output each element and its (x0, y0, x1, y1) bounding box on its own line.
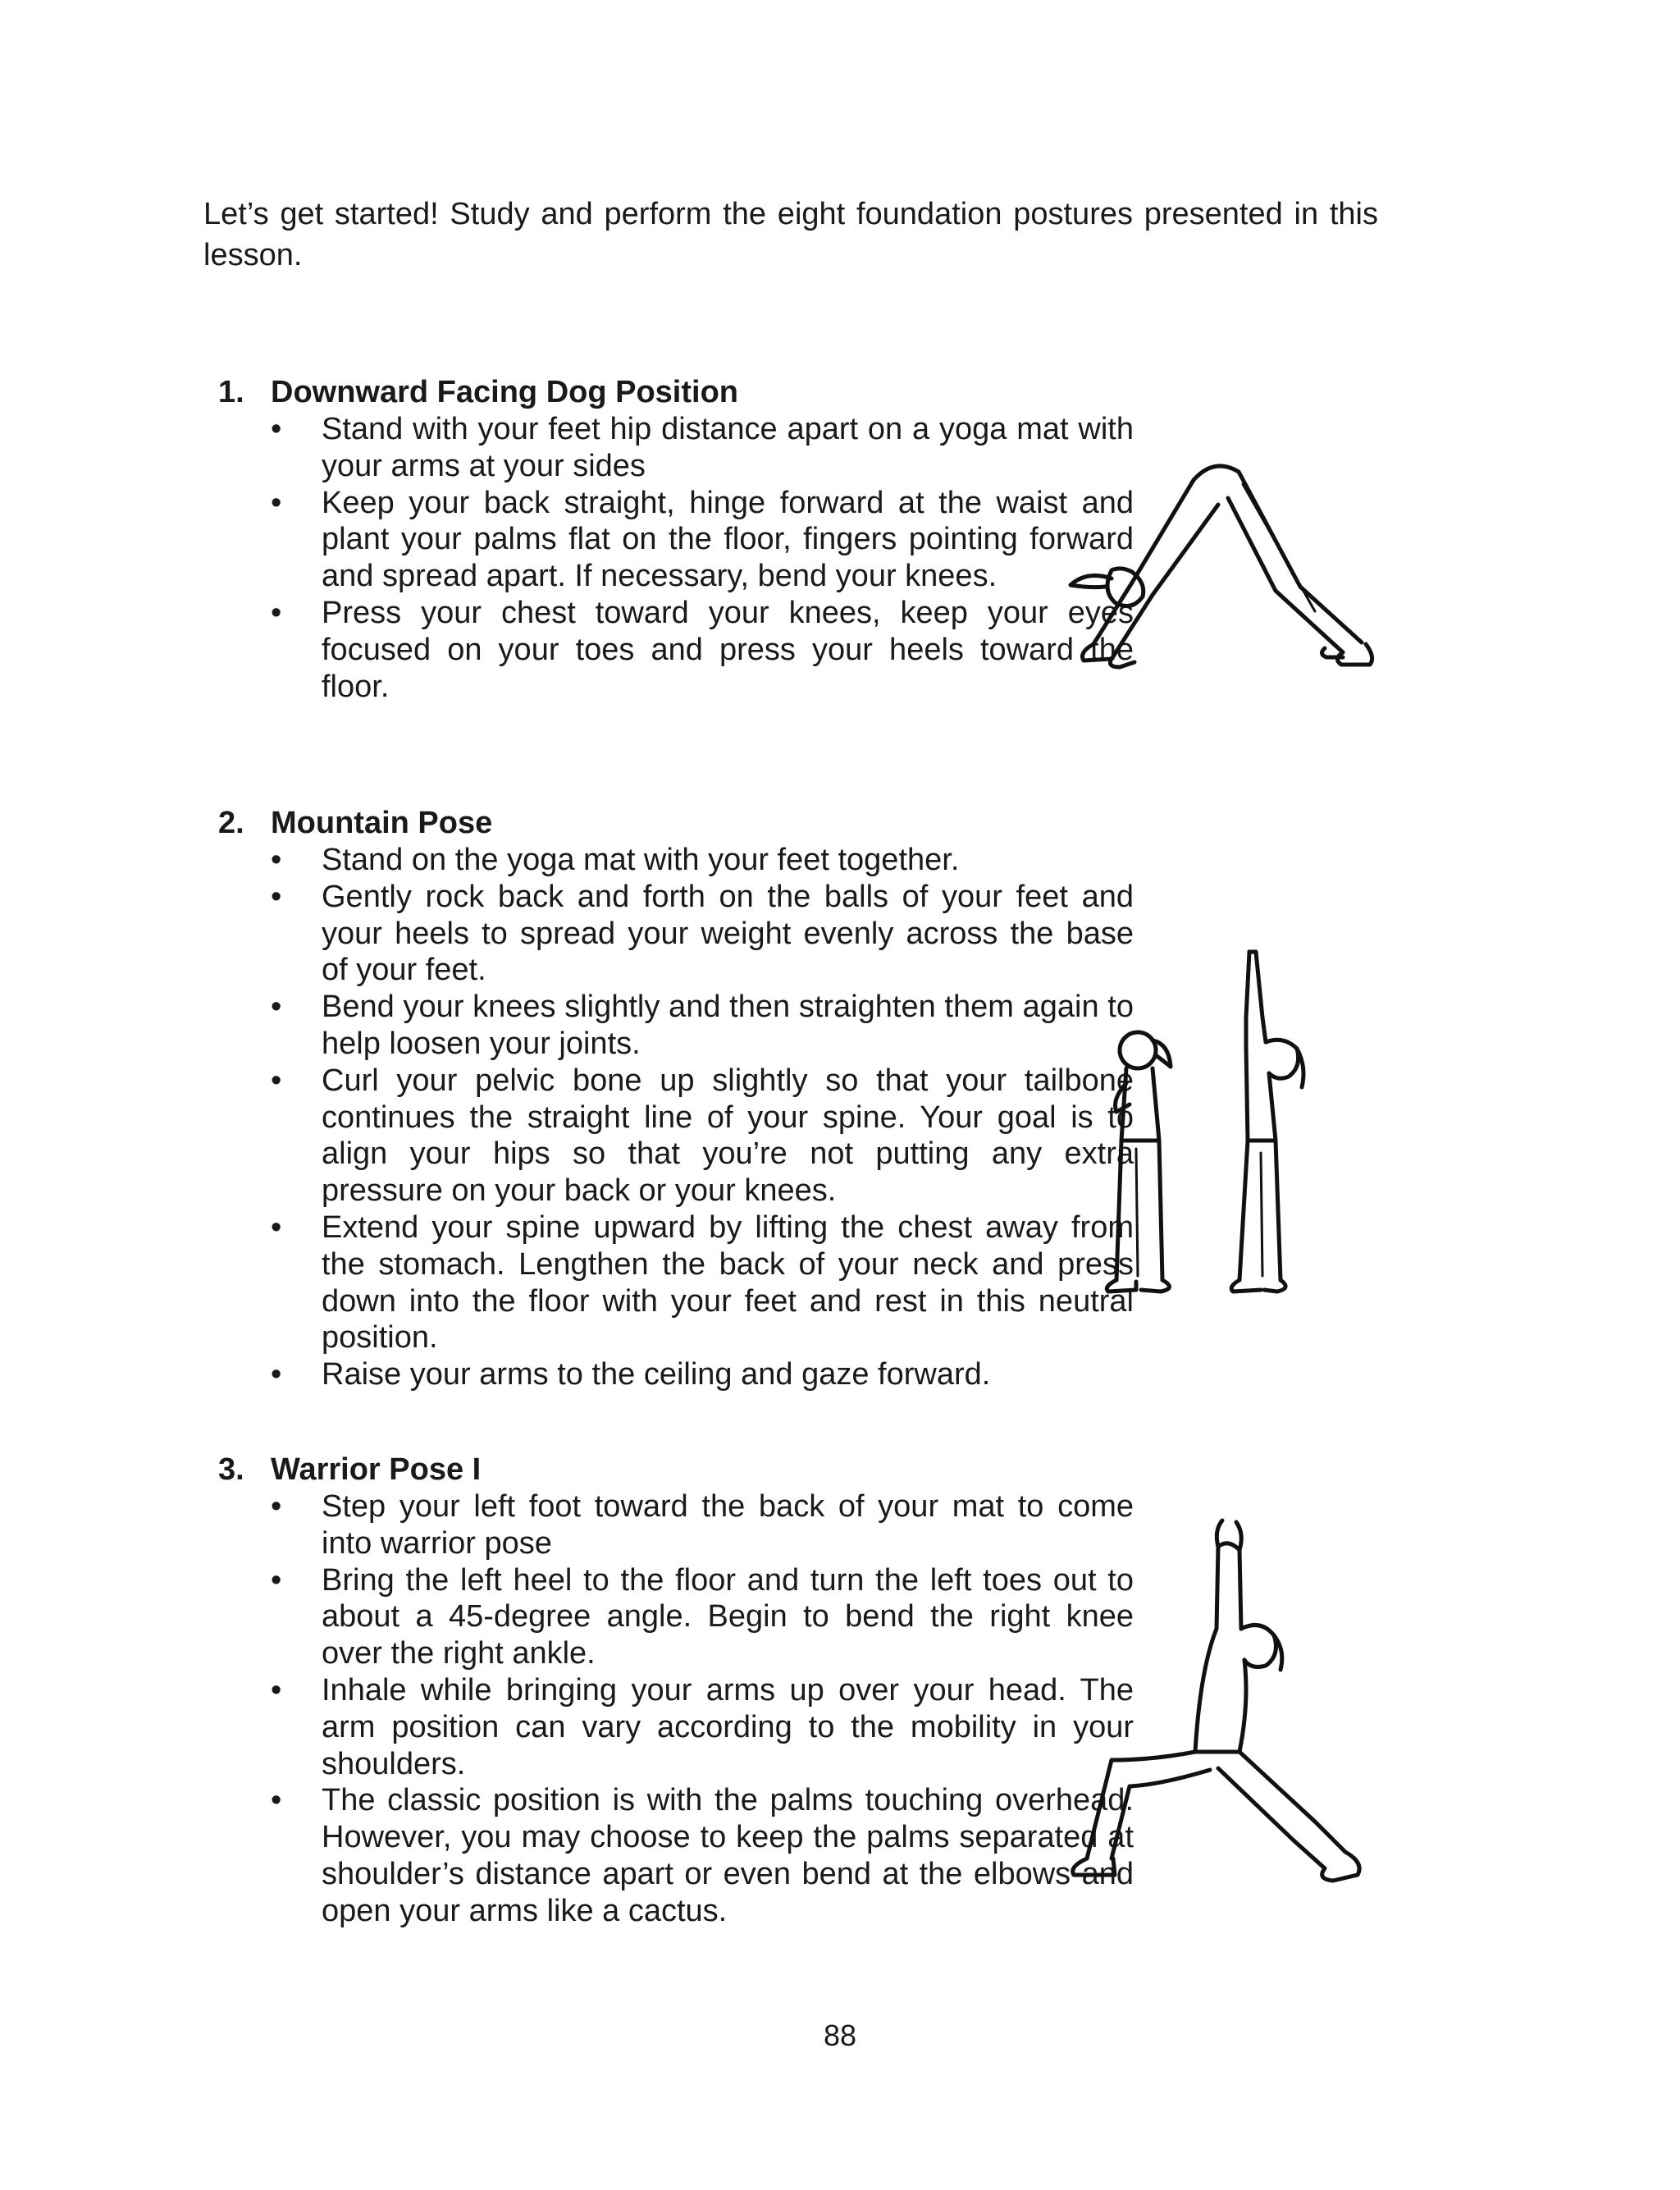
page-number: 88 (823, 2019, 857, 2052)
section-mountain-pose (218, 804, 1134, 1393)
section-title: Mountain Pose (271, 806, 493, 840)
section-title: Downward Facing Dog Position (271, 375, 738, 409)
section-heading (218, 1451, 1022, 1488)
bullet-list (218, 1488, 1134, 1930)
section-heading (218, 373, 1022, 411)
bullet-item: • Gently rock back and forth on the balls of your feet and your heels to spread your weight evenly across the base of your feet. (218, 879, 1134, 989)
section-title: Warrior Pose I (271, 1452, 482, 1487)
intro-paragraph: Let’s get started! Study and perform the eight foundation postures presented in this lesson. (203, 197, 1378, 272)
bullet-item: • Step your left foot toward the back of your mat to come into warrior pose (218, 1488, 1134, 1562)
bullet-item: • The classic position is with the palms touching overhead. However, you may choose to keep the palms separated at shoulder’s distance apart or even bend at the elbows and open your arms like a cactus. (218, 1782, 1134, 1929)
section-downward-dog (218, 373, 1134, 705)
bullet-item: • Press your chest toward your knees, keep your eyes focused on your toes and press your heels toward the floor. (218, 595, 1134, 705)
bullet-item: • Inhale while bringing your arms up over your head. The arm position can vary according to the mobility in your shoulders. (218, 1672, 1134, 1782)
bullet-item: • Curl your pelvic bone up slightly so that your tailbone continues the straight line of your spine. Your goal is to align your hips so that you’re not putting any extra pressure on your back or your knees. (218, 1063, 1134, 1209)
bullet-item: • Stand with your feet hip distance apart on a yoga mat with your arms at your sides (218, 411, 1134, 485)
downward-dog-illustration (1054, 447, 1382, 677)
section-heading (218, 804, 1022, 842)
bullet-item: • Raise your arms to the ceiling and gaze forward. (218, 1356, 1134, 1393)
bullet-item: • Bend your knees slightly and then straighten them again to help loosen your joints. (218, 989, 1134, 1063)
section-number: 1. (218, 375, 244, 409)
warrior-pose-illustration (1054, 1514, 1382, 1891)
bullet-list (218, 411, 1134, 705)
section-warrior-pose (218, 1451, 1134, 1930)
bullet-item: • Extend your spine upward by lifting the chest away from the stomach. Lengthen the back of your neck and press down into the floor with your feet and rest in this neutral position. (218, 1209, 1134, 1356)
bullet-list (218, 842, 1134, 1393)
mountain-pose-illustration (1087, 944, 1333, 1296)
bullet-item: • Keep your back straight, hinge forward at the waist and plant your palms flat on the floor, fingers pointing forward and spread apart. If necessary, bend your knees. (218, 485, 1134, 595)
section-number: 3. (218, 1452, 244, 1487)
bullet-item: • Bring the left heel to the floor and turn the left toes out to about a 45-degree angle. Begin to bend the right knee over the right ankle. (218, 1562, 1134, 1672)
bullet-item: • Stand on the yoga mat with your feet together. (218, 842, 1134, 879)
section-number: 2. (218, 806, 244, 840)
